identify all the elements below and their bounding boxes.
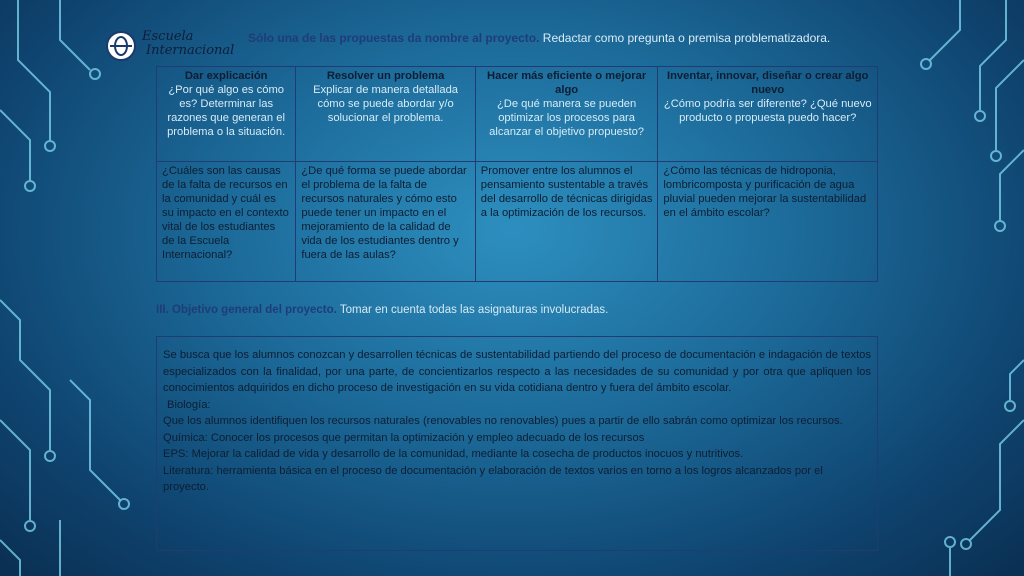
- table-cell: ¿Cuáles son las causas de la falta de recursos en la comunidad y cuál es su impacto en el contexto vital de los estudiantes de la Escuela Internacional?: [157, 162, 296, 282]
- objective-heading: [156, 304, 608, 316]
- header-desc: ¿Cómo podría ser diferente? ¿Qué nuevo producto o propuesta puedo hacer?: [663, 98, 872, 124]
- table-row: [157, 162, 878, 282]
- objective-bold: III. Objetivo general del proyecto.: [156, 304, 337, 316]
- logo-line-2: Internacional: [146, 43, 235, 58]
- table-cell: Promover entre los alumnos el pensamiento sustentable a través del desarrollo de técnicas dirigidas a la optimización de los recursos.: [475, 162, 658, 282]
- header-title: Hacer más eficiente o mejorar algo: [487, 70, 647, 96]
- header-desc: ¿Por qué algo es cómo es? Determinar las razones que generan el problema o la situación.: [167, 84, 286, 138]
- objective-rest: Tomar en cuenta todas las asignaturas involucradas.: [336, 304, 609, 316]
- heading-rest: Redactar como pregunta o premisa problematizadora.: [539, 31, 831, 45]
- header-desc: Explicar de manera detallada cómo se puede abordar y/o solucionar el problema.: [313, 84, 459, 124]
- objective-box: [156, 336, 878, 551]
- globe-icon: [106, 31, 136, 61]
- table-header-row: [157, 67, 878, 162]
- header-title: Resolver un problema: [326, 70, 445, 82]
- heading-bold: Sólo una de las propuestas da nombre al proyecto.: [248, 31, 540, 45]
- objective-intro: Se busca que los alumnos conozcan y desarrollen técnicas de sustentabilidad partiendo del proceso de documentación e indagación de textos especializados con la finalidad, por una parte, de concientizarlos respecto a las necesidades de su comunidad y por otra que apliquen los conocimientos adquiridos en dicho proceso de investigación en su vida cotidiana dentro y fuera del ámbito escolar.: [163, 349, 871, 394]
- table-header-cell: [296, 67, 475, 162]
- proposals-table: [156, 66, 878, 282]
- table-cell: ¿De qué forma se puede abordar el problema de la falta de recursos naturales y cómo esto puede tener un impacto en el mejoramiento de la calidad de vida de los estudiantes dentro y fuera de las aulas?: [296, 162, 475, 282]
- header-title: Dar explicación: [184, 70, 268, 82]
- literature-text: Literatura: herramienta básica en el proceso de documentación y elaboración de textos varios en torno a los logros alcanzados por el proyecto.: [163, 464, 823, 493]
- table-cell: ¿Cómo las técnicas de hidroponia, lombricomposta y purificación de agua pluvial pueden mejorar la sustentabilidad en el ámbito escolar?: [658, 162, 878, 282]
- biology-text: Que los alumnos identifiquen los recursos naturales (renovables no renovables) pues a partir de ello sabrán como optimizar los recursos.: [163, 415, 843, 427]
- header-title: Inventar, innovar, diseñar o crear algo nuevo: [666, 70, 869, 96]
- table-header-cell: [157, 67, 296, 162]
- logo-line-1: Escuela: [142, 29, 194, 44]
- table-header-cell: [475, 67, 658, 162]
- biology-label: Biología:: [167, 398, 211, 411]
- eps-text: EPS: Mejorar la calidad de vida y desarrollo de la comunidad, mediante la cosecha de productos inocuos y nutritivos.: [163, 448, 744, 460]
- table-header-cell: [658, 67, 878, 162]
- header-desc: ¿De qué manera se pueden optimizar los procesos para alcanzar el objetivo propuesto?: [489, 98, 645, 138]
- section-heading: [186, 31, 846, 45]
- chemistry-text: Química: Conocer los procesos que permitan la optimización y empleo adecuado de los recursos: [163, 431, 645, 444]
